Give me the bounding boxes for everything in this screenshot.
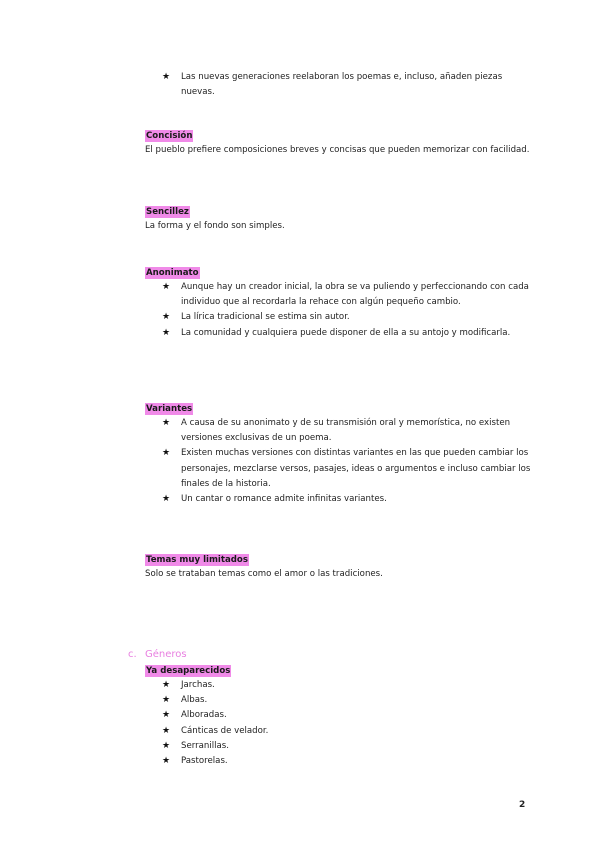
star-icon: ★: [162, 756, 171, 767]
section-heading: Variantes: [146, 404, 193, 414]
generos-heading: [128, 648, 187, 662]
star-icon: ★: [162, 494, 171, 505]
section-heading: Anonimato: [146, 268, 199, 278]
star-icon: ★: [162, 282, 171, 292]
section-text: El pueblo prefiere composiciones breves y concisas que pueden memorizar con facilidad.: [145, 145, 530, 155]
page-number: 2: [519, 800, 526, 810]
list-item: ★ Existen muchas versiones con distintas variantes en las que pueden cambiar los personajes, mezclarse versos, pasajes, ideas o argumentos e incluso cambiar los finales de la historia.: [162, 448, 531, 489]
star-icon: ★: [162, 680, 171, 690]
star-icon: ★: [162, 695, 171, 706]
star-icon: ★: [162, 448, 171, 459]
list-item: ★ Cánticas de velador.: [145, 724, 535, 739]
list-item: ★ Un cantar o romance admite infinitas variantes.: [145, 492, 535, 507]
section-anonimato: [145, 267, 535, 341]
list-marker: c.: [128, 649, 137, 660]
section-variantes: [145, 403, 535, 507]
list-item: ★ Pastorelas.: [145, 754, 535, 769]
list-item: ★ Albas.: [145, 693, 535, 708]
section-heading: Temas muy limitados: [146, 555, 248, 565]
list-item: ★ La comunidad y cualquiera puede disponer de ella a su antojo y modificarla.: [145, 326, 535, 341]
section-heading: Concisión: [146, 131, 193, 141]
list-item: ★ Aunque hay un creador inicial, la obra se va puliendo y perfeccionando con cada individuo que al recordarla la rehace con algún pequeño cambio.: [162, 282, 529, 308]
star-icon: ★: [162, 725, 171, 736]
section-sencillez: [145, 206, 535, 235]
section-temas: [145, 554, 535, 583]
list-item: ★ La lírica tradicional se estima sin autor.: [145, 310, 535, 325]
intro-list: [145, 70, 535, 100]
section-generos: [145, 665, 535, 769]
star-icon: ★: [162, 72, 171, 82]
list-item: ★ Alboradas.: [145, 708, 535, 723]
list-item: ★ A causa de su anonimato y de su transmisión oral y memorística, no existen versiones exclusivas de un poema.: [162, 418, 511, 444]
section-text: La forma y el fondo son simples.: [145, 221, 285, 231]
section-text: Solo se trataban temas como el amor o las tradiciones.: [145, 569, 383, 579]
star-icon: ★: [162, 312, 171, 323]
list-item: ★ Las nuevas generaciones reelaboran los poemas e, incluso, añaden piezas nuevas.: [162, 72, 503, 98]
star-icon: ★: [162, 327, 171, 338]
list-item: ★ Jarchas.: [145, 678, 535, 693]
star-icon: ★: [162, 418, 171, 428]
section-heading: Sencillez: [146, 207, 189, 217]
section-concision: [145, 130, 535, 159]
section-heading: Ya desaparecidos: [146, 666, 231, 676]
generos-title: Géneros: [145, 649, 187, 660]
list-item: ★ Serranillas.: [145, 739, 535, 754]
star-icon: ★: [162, 740, 171, 751]
star-icon: ★: [162, 710, 171, 721]
